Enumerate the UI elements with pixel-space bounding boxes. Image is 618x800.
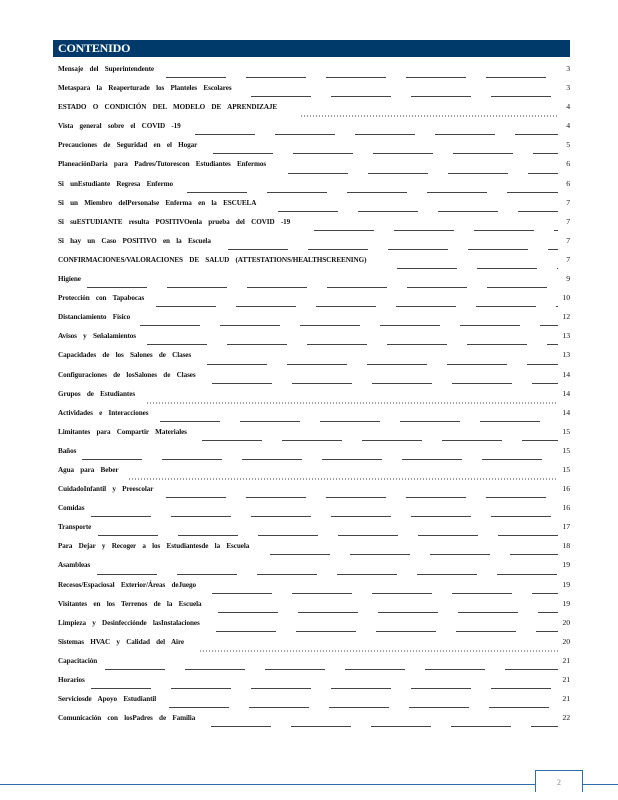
toc-leader-line [300, 115, 558, 117]
toc-entry[interactable] [58, 159, 570, 178]
toc-entry[interactable] [58, 64, 570, 83]
toc-entry-page: 7 [566, 216, 570, 226]
toc-entry[interactable] [58, 637, 570, 656]
toc-entry-page: 19 [562, 579, 570, 589]
toc-entry-page: 13 [562, 350, 570, 360]
toc-entry-title: Agua para Beber [58, 464, 119, 474]
toc-leader-line [212, 593, 558, 594]
toc-entry[interactable] [58, 255, 570, 274]
toc-entry-title: Metaspara la Reaperturade los Planteles Escolares [58, 83, 232, 93]
toc-entry-page: 6 [566, 159, 570, 169]
toc-entry-title: Recesos/Espaciosal Exterior/Áreas deJuego [58, 579, 196, 589]
toc-entry-title: Visitantes en los Terrenos de la Escuela [58, 598, 202, 608]
toc-entry-title: Avisos y Señalamientos [58, 331, 136, 341]
toc-entry-page: 20 [562, 636, 570, 646]
toc-entry[interactable] [58, 217, 570, 236]
toc-entry-title: Si suESTUDIANTE resulta POSITIVOenla prueba del COVID -19 [58, 216, 291, 226]
toc-leader-line [218, 612, 558, 613]
toc-leader-line [207, 364, 558, 365]
toc-leader-line [213, 153, 558, 154]
toc-entry-page: 7 [566, 197, 570, 207]
toc-entry[interactable] [58, 446, 570, 465]
toc-leader-line [91, 516, 558, 517]
toc-leader-line [195, 134, 558, 135]
toc-entry-page: 13 [562, 331, 570, 341]
toc-entry-page: 7 [566, 235, 570, 245]
toc-entry[interactable] [58, 465, 570, 484]
toc-leader-line [87, 287, 558, 288]
toc-entry-title: Actividades e Interacciones [58, 407, 149, 417]
page-number: 2 [557, 778, 561, 787]
toc-leader-line [128, 478, 558, 480]
toc-entry-title: Limpieza y Desinfecciónde lasInstalaciones [58, 617, 200, 627]
toc-leader-line [199, 650, 558, 652]
toc-leader-line [216, 631, 558, 632]
toc-leader-line [211, 726, 558, 727]
toc-entry-page: 16 [562, 484, 570, 494]
toc-entry-page: 15 [562, 426, 570, 436]
toc-entry[interactable] [58, 599, 570, 618]
toc-entry[interactable] [58, 618, 570, 637]
toc-entry-page: 9 [566, 274, 570, 284]
toc-entry[interactable] [58, 274, 570, 293]
toc-entry-title: Configuraciones de losSalones de Clases [58, 369, 196, 379]
page-number-box [535, 770, 583, 792]
toc-leader-line [397, 268, 558, 269]
toc-entry[interactable] [58, 236, 570, 255]
toc-leader-line [147, 344, 558, 345]
toc-leader-line [166, 497, 558, 498]
toc-entry-page: 19 [562, 598, 570, 608]
toc-entry-page: 4 [566, 121, 570, 131]
toc-entry-title: Asambleas [58, 560, 91, 570]
toc-entry-page: 17 [562, 522, 570, 532]
toc-entry-title: Si unEstudiante Regresa Enfermo [58, 178, 174, 188]
toc-entry-page: 15 [562, 445, 570, 455]
toc-entry[interactable] [58, 140, 570, 159]
toc-entry[interactable] [58, 331, 570, 350]
contents-title: CONTENIDO [58, 41, 131, 55]
toc-entry[interactable] [58, 350, 570, 369]
toc-entry-page: 10 [562, 293, 570, 303]
toc-leader-line [278, 211, 558, 212]
toc-entry-page: 3 [566, 83, 570, 93]
toc-leader-line [270, 554, 558, 555]
toc-entry-title: Baños [58, 445, 77, 455]
toc-entry[interactable] [58, 503, 570, 522]
toc-leader-line [169, 707, 558, 708]
toc-entry-title: CuidadoInfantil y Preescolar [58, 484, 154, 494]
toc-entry[interactable] [58, 580, 570, 599]
toc-entry-page: 7 [566, 254, 570, 264]
toc-leader-line [288, 173, 558, 174]
toc-entry[interactable] [58, 560, 570, 579]
toc-entry[interactable] [58, 198, 570, 217]
toc-entry-page: 20 [562, 617, 570, 627]
toc-leader-line [91, 688, 558, 689]
toc-entry-page: 4 [566, 102, 570, 112]
contents-header [53, 40, 570, 57]
toc-entry-page: 6 [566, 178, 570, 188]
toc-leader-line [98, 535, 558, 536]
toc-leader-line [202, 440, 558, 441]
toc-entry-title: Sistemas HVAC y Calidad del Aire [58, 636, 185, 646]
toc-entry[interactable] [58, 312, 570, 331]
toc-entry-title: Capacidades de los Salones de Clases [58, 350, 192, 360]
toc-entry-page: 12 [562, 312, 570, 322]
toc-entry-title: Mensaje del Superintendente [58, 64, 154, 73]
toc-entry[interactable] [58, 389, 570, 408]
toc-entry-title: Serviciosde Apoyo Estudiantil [58, 694, 157, 704]
toc-entry[interactable] [58, 408, 570, 427]
toc-entry-title: Grupos de Estudiantes [58, 388, 136, 398]
toc-entry-title: Comidas [58, 503, 85, 513]
toc-leader-line [228, 249, 558, 250]
toc-entry-title: Precauciones de Seguridad en el Hogar [58, 140, 198, 150]
footer-rule-left [0, 784, 535, 785]
table-of-contents [58, 64, 570, 732]
toc-entry-page: 5 [566, 140, 570, 150]
toc-entry-page: 14 [562, 388, 570, 398]
toc-entry[interactable] [58, 370, 570, 389]
toc-entry-title: Capacitación [58, 655, 98, 665]
toc-entry[interactable] [58, 83, 570, 102]
toc-entry-page: 3 [566, 64, 570, 73]
toc-entry-page: 14 [562, 369, 570, 379]
toc-entry[interactable] [58, 102, 570, 121]
toc-entry[interactable] [58, 179, 570, 198]
toc-leader-line [82, 459, 558, 460]
toc-entry-page: 15 [562, 464, 570, 474]
toc-entry-title: PlaneaciónDaria para Padres/Tutorescon Estudiantes Enfermos [58, 159, 267, 169]
toc-entry-title: Si un Miembro delPersonalse Enferma en la ESCUELA [58, 197, 257, 207]
toc-entry[interactable] [58, 484, 570, 503]
toc-entry[interactable] [58, 522, 570, 541]
toc-leader-line [156, 306, 558, 307]
toc-entry-title: Horarios [58, 675, 85, 684]
toc-entry-title: Higiene [58, 274, 81, 284]
toc-entry-page: 16 [562, 503, 570, 513]
toc-leader-line [166, 77, 558, 78]
toc-leader-line [140, 325, 558, 326]
toc-entry[interactable] [58, 541, 570, 560]
toc-leader-line [97, 574, 558, 575]
toc-entry[interactable] [58, 293, 570, 312]
toc-entry-page: 19 [562, 560, 570, 570]
toc-entry[interactable] [58, 713, 570, 732]
toc-leader-line [146, 402, 558, 404]
toc-leader-line [251, 96, 558, 97]
toc-leader-line [160, 421, 558, 422]
toc-entry-page: 21 [562, 675, 570, 684]
toc-entry-title: ESTADO O CONDICIÓN DEL MODELO DE APRENDIZAJE [58, 102, 278, 112]
toc-entry-page: 21 [562, 694, 570, 704]
toc-entry-page: 21 [562, 655, 570, 665]
toc-leader-line [105, 669, 558, 670]
toc-leader-line [314, 230, 558, 231]
toc-entry-title: Vista general sobre el COVID -19 [58, 121, 181, 131]
toc-entry-title: CONFIRMACIONES/VALORACIONES DE SALUD (ATTESTATIONS/HEALTHSCREENING) [58, 254, 367, 264]
toc-leader-line [187, 192, 558, 193]
toc-entry[interactable] [58, 427, 570, 446]
toc-entry-title: Limitantes para Compartir Materiales [58, 426, 187, 436]
toc-entry[interactable] [58, 675, 570, 694]
toc-entry-title: Si hay un Caso POSITIVO en la Escuela [58, 235, 211, 245]
toc-entry[interactable] [58, 694, 570, 713]
toc-entry-title: Comunicación con losPadres de Familia [58, 713, 196, 723]
toc-entry-page: 14 [562, 407, 570, 417]
toc-entry-title: Transporte [58, 522, 92, 532]
footer-rule-right [583, 784, 618, 785]
toc-entry-title: Distanciamiento Físico [58, 312, 131, 322]
toc-leader-line [212, 383, 558, 384]
toc-entry-page: 18 [562, 541, 570, 551]
toc-entry-page: 22 [562, 713, 570, 723]
toc-entry-title: Protección con Tapabocas [58, 293, 145, 303]
toc-entry[interactable] [58, 121, 570, 140]
toc-entry[interactable] [58, 656, 570, 675]
toc-entry-title: Para Dejar y Recoger a los Estudiantesde la Escuela [58, 541, 250, 551]
